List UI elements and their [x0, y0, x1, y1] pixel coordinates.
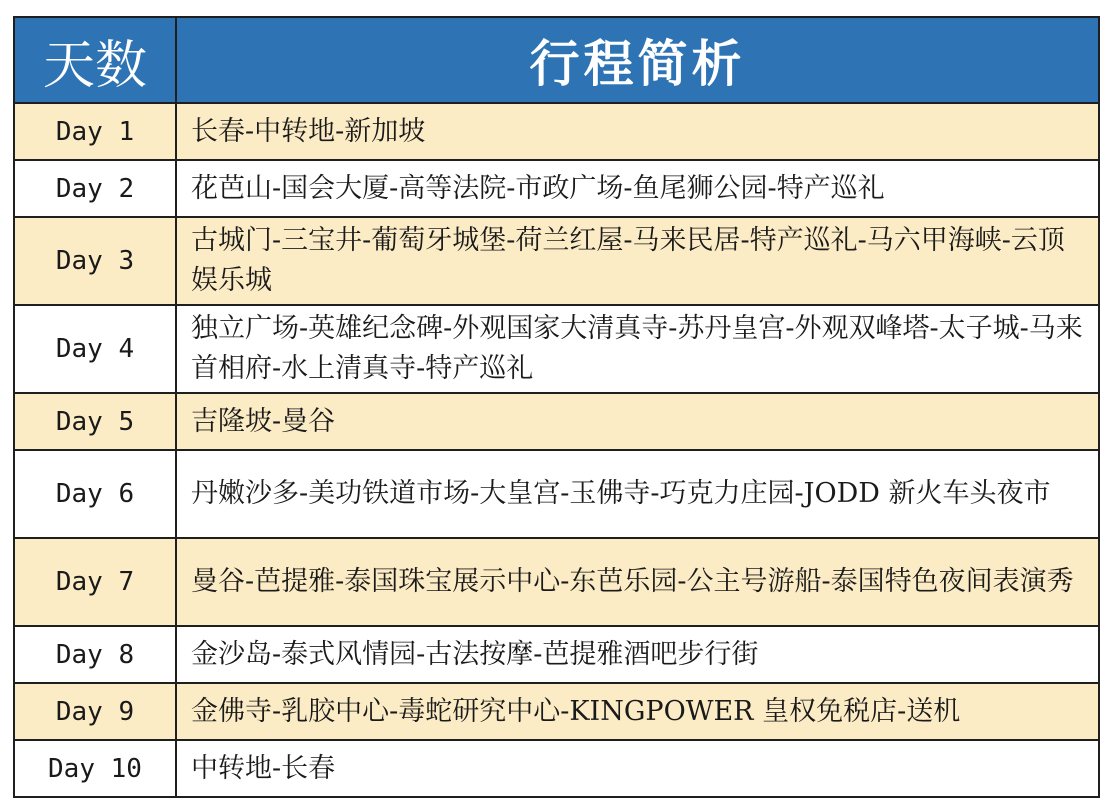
- table-header-row: [14, 17, 1099, 103]
- table-row: [14, 683, 1099, 740]
- itinerary-table-container: [13, 16, 1098, 798]
- itinerary-cell: 丹嫩沙多-美功铁道市场-大皇宫-玉佛寺-巧克力庄园-JODD 新火车头夜市: [176, 450, 1099, 538]
- table-row: [14, 626, 1099, 683]
- table-row: [14, 393, 1099, 450]
- table-row: [14, 217, 1099, 305]
- day-cell: Day 4: [14, 305, 176, 393]
- table-row: [14, 305, 1099, 393]
- table-row: [14, 740, 1099, 797]
- header-day: 天数: [14, 17, 176, 103]
- itinerary-cell: 花芭山-国会大厦-高等法院-市政广场-鱼尾狮公园-特产巡礼: [176, 160, 1099, 217]
- itinerary-cell: 中转地-长春: [176, 740, 1099, 797]
- day-cell: Day 8: [14, 626, 176, 683]
- itinerary-table: [13, 16, 1100, 798]
- day-cell: Day 5: [14, 393, 176, 450]
- day-cell: Day 10: [14, 740, 176, 797]
- table-row: [14, 450, 1099, 538]
- itinerary-cell: 金佛寺-乳胶中心-毒蛇研究中心-KINGPOWER 皇权免税店-送机: [176, 683, 1099, 740]
- itinerary-cell: 长春-中转地-新加坡: [176, 103, 1099, 160]
- day-cell: Day 1: [14, 103, 176, 160]
- itinerary-cell: 金沙岛-泰式风情园-古法按摩-芭提雅酒吧步行街: [176, 626, 1099, 683]
- day-cell: Day 2: [14, 160, 176, 217]
- day-cell: Day 6: [14, 450, 176, 538]
- day-cell: Day 9: [14, 683, 176, 740]
- itinerary-cell: 吉隆坡-曼谷: [176, 393, 1099, 450]
- day-cell: Day 3: [14, 217, 176, 305]
- itinerary-cell: 古城门-三宝井-葡萄牙城堡-荷兰红屋-马来民居-特产巡礼-马六甲海峡-云顶娱乐城: [176, 217, 1099, 305]
- table-row: [14, 103, 1099, 160]
- itinerary-cell: 曼谷-芭提雅-泰国珠宝展示中心-东芭乐园-公主号游船-泰国特色夜间表演秀: [176, 538, 1099, 626]
- table-row: [14, 538, 1099, 626]
- header-itinerary: 行程简析: [176, 17, 1099, 103]
- itinerary-cell: 独立广场-英雄纪念碑-外观国家大清真寺-苏丹皇宫-外观双峰塔-太子城-马来首相府-水上清真寺-特产巡礼: [176, 305, 1099, 393]
- table-row: [14, 160, 1099, 217]
- day-cell: Day 7: [14, 538, 176, 626]
